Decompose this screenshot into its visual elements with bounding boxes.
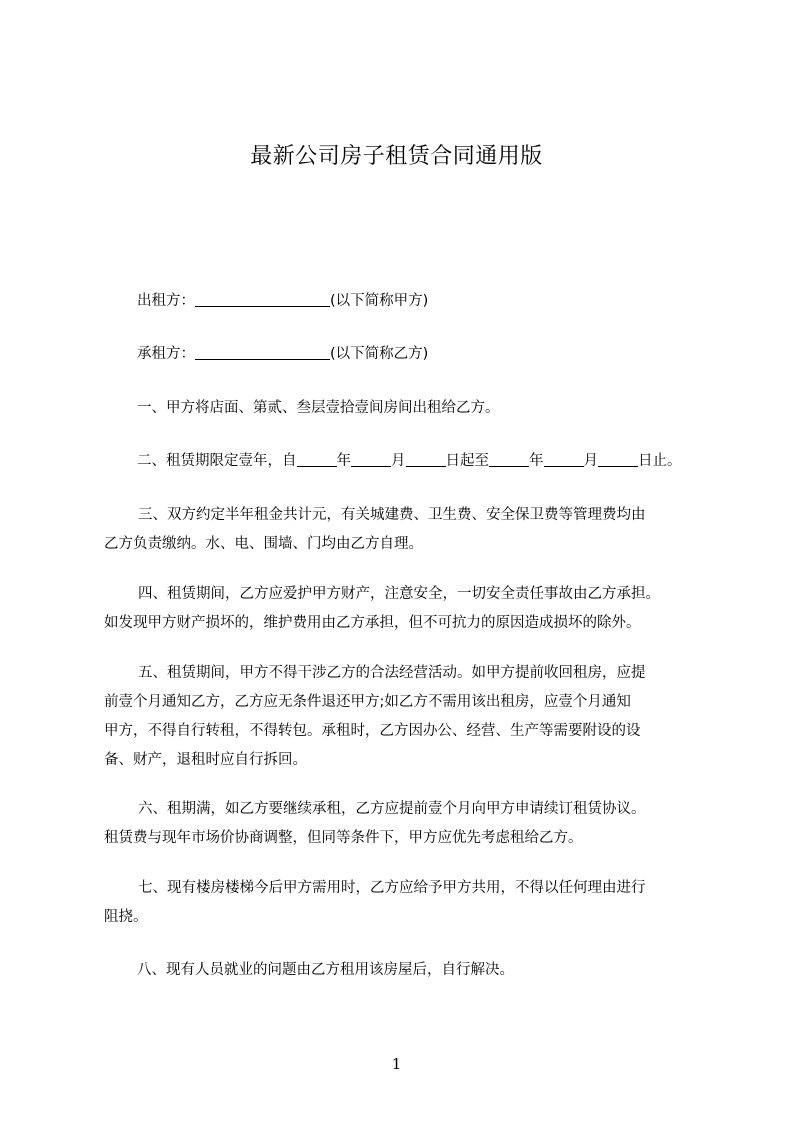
clause-7-line-1: 七、现有楼房楼梯今后甲方需用时，乙方应给予甲方共用，不得以任何理由进行	[138, 880, 646, 896]
page-number: 1	[391, 1055, 402, 1073]
clause-5	[104, 659, 716, 775]
start-year-blank	[297, 452, 337, 467]
lessor-note: (以下简称甲方)	[330, 293, 429, 309]
lessor-label: 出租方：	[137, 293, 195, 309]
lessee-line	[137, 344, 428, 364]
clause-2-month: 月	[391, 453, 406, 469]
clause-2-prefix: 二、租赁期限定壹年，自	[137, 453, 297, 469]
end-day-blank	[598, 452, 638, 467]
lessor-name-blank	[195, 292, 330, 307]
clause-2-to: 日止。	[638, 453, 682, 469]
clause-2-from: 日起至	[445, 453, 489, 469]
start-day-blank	[406, 452, 446, 467]
lessee-label: 承租方：	[137, 346, 195, 362]
clause-2-year: 年	[336, 453, 351, 469]
clause-2-year-end: 年	[529, 453, 544, 469]
clause-2	[137, 451, 682, 471]
clause-6-line-1: 六、租期满，如乙方要继续承租，乙方应提前壹个月向甲方申请续订租赁协议。	[138, 801, 646, 817]
clause-7	[104, 874, 716, 932]
clause-5-line-3: 甲方，不得自行转租，不得转包。承租时，乙方因办公、经营、生产等需要附设的设	[104, 723, 641, 739]
start-month-blank	[351, 452, 391, 467]
clause-4-line-2: 如发现甲方财产损坏的，维护费用由乙方承担，但不可抗力的原因造成损坏的除外。	[104, 615, 641, 631]
clause-4	[104, 580, 716, 638]
clause-6	[104, 795, 716, 853]
clause-6-line-2: 租赁费与现年市场价协商调整，但同等条件下，甲方应优先考虑租给乙方。	[104, 830, 583, 846]
clause-8: 八、现有人员就业的问题由乙方租用该房屋后，自行解决。	[137, 962, 514, 978]
end-month-blank	[544, 452, 584, 467]
document-title: 最新公司房子租赁合同通用版	[250, 144, 543, 169]
lessor-line	[137, 291, 428, 311]
clause-4-line-1: 四、租赁期间，乙方应爱护甲方财产，注意安全，一切安全责任事故由乙方承担。	[138, 586, 660, 602]
clause-7-line-2: 阻挠。	[104, 909, 148, 925]
lessee-note: (以下简称乙方)	[330, 346, 429, 362]
clause-1: 一、甲方将店面、第贰、叁层壹拾壹间房间出租给乙方。	[137, 400, 500, 416]
end-year-blank	[489, 452, 529, 467]
clause-2-month-end: 月	[583, 453, 598, 469]
clause-5-line-4: 备、财产，退租时应自行拆回。	[104, 752, 307, 768]
clause-5-line-1: 五、租赁期间，甲方不得干涉乙方的合法经营活动。如甲方提前收回租房，应提	[138, 665, 646, 681]
clause-5-line-2: 前壹个月通知乙方，乙方应无条件退还甲方;如乙方不需用该出租房，应壹个月通知	[104, 694, 631, 710]
clause-3	[104, 501, 716, 559]
lessee-name-blank	[195, 345, 330, 360]
clause-3-line-1: 三、双方约定半年租金共计元，有关城建费、卫生费、安全保卫费等管理费均由	[138, 507, 646, 523]
clause-3-line-2: 乙方负责缴纳。水、电、围墙、门均由乙方自理。	[104, 536, 423, 552]
